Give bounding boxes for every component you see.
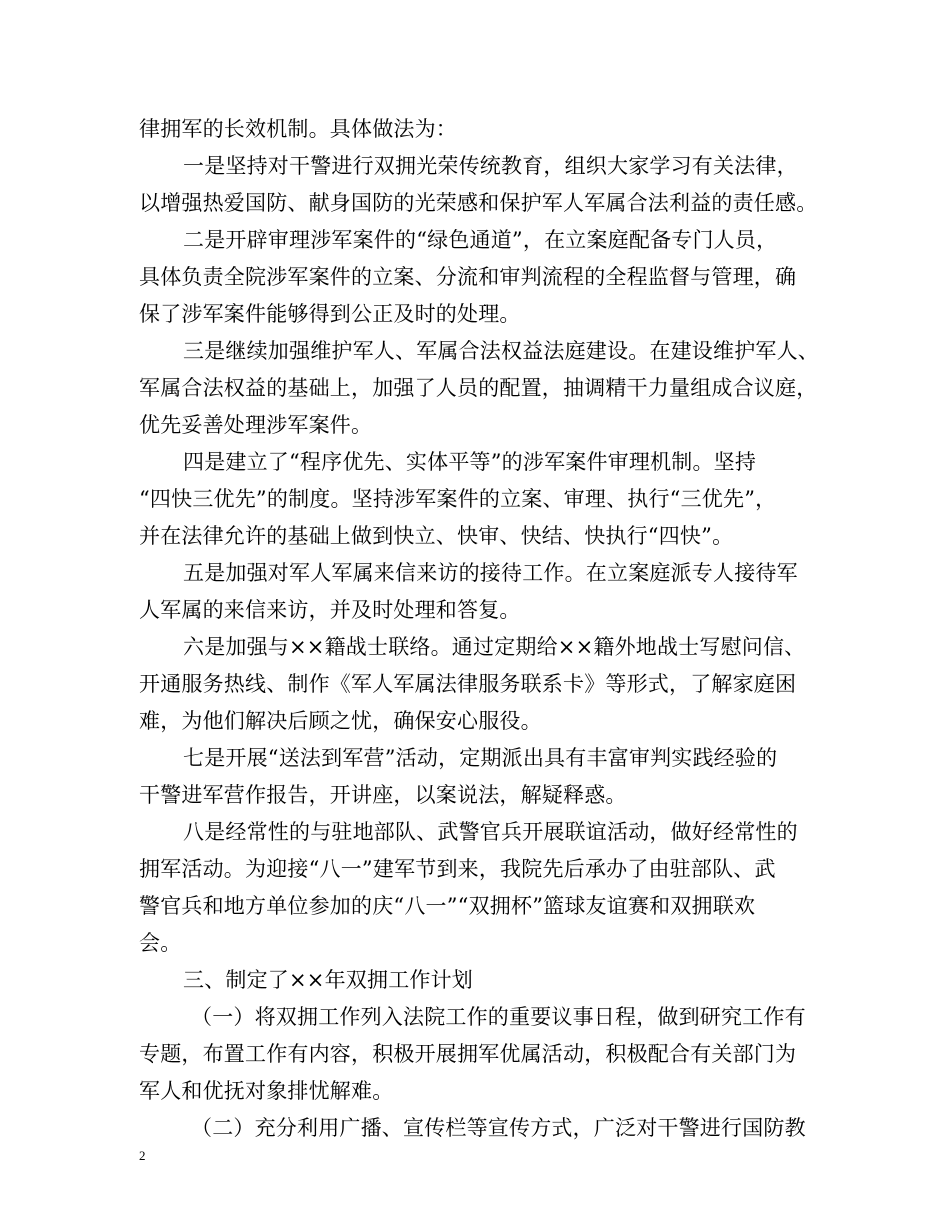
text-line: 开通服务热线、制作《军人军属法律服务联系卡》等形式，了解家庭困 [139,672,797,696]
text-line: 优先妥善处理涉军案件。 [139,413,373,437]
text-line: 以增强热爱国防、献身国防的光荣感和保护军人军属合法利益的责任感。 [139,191,818,215]
text-line: 六是加强与××籍战士联络。通过定期给××籍外地战士写慰问信、 [183,635,806,659]
text-line: 具体负责全院涉军案件的立案、分流和审判流程的全程监督与管理，确 [139,265,797,289]
text-line: 警官兵和地方单位参加的庆“八一”“双拥杯”篮球友谊赛和双拥联欢 [139,894,756,918]
text-line: 保了涉军案件能够得到公正及时的处理。 [139,302,521,326]
text-line: 并在法律允许的基础上做到快立、快审、快结、快执行“四快”。 [139,524,734,548]
text-line: “四快三优先”的制度。坚持涉军案件的立案、审理、执行“三优先”， [139,487,777,511]
text-line: 律拥军的长效机制。具体做法为： [139,117,457,141]
text-line: 四是建立了“程序优先、实体平等”的涉军案件审理机制。坚持 [183,450,757,474]
text-line: 军人和优抚对象排忧解难。 [139,1079,394,1103]
text-line: 三是继续加强维护军人、军属合法权益法庭建设。在建设维护军人、 [183,339,819,363]
text-line: 拥军活动。为迎接“八一”建军节到来，我院先后承办了由驻部队、武 [139,857,776,881]
text-line: 五是加强对军人军属来信来访的接待工作。在立案庭派专人接待军 [183,561,798,585]
text-line: 军属合法权益的基础上，加强了人员的配置，抽调精干力量组成合议庭， [139,376,818,400]
text-line: 干警进军营作报告，开讲座，以案说法，解疑释惑。 [139,783,627,807]
text-line: 人军属的来信来访，并及时处理和答复。 [139,598,521,622]
text-line: 专题，布置工作有内容，积极开展拥军优属活动，积极配合有关部门为 [139,1042,797,1066]
text-line: 会。 [139,931,182,955]
page-number: 2 [139,1148,146,1163]
text-line: 七是开展“送法到军营”活动，定期派出具有丰富审判实践经验的 [183,746,778,770]
text-line: 八是经常性的与驻地部队、武警官兵开展联谊活动，做好经常性的 [183,820,798,844]
text-line: 二是开辟审理涉军案件的“绿色通道”，在立案庭配备专门人员， [183,228,778,252]
text-line: 一是坚持对干警进行双拥光荣传统教育，组织大家学习有关法律， [183,154,798,178]
section-heading: 三、制定了××年双拥工作计划 [183,968,473,992]
text-line: （二）充分利用广播、宣传栏等宣传方式，广泛对干警进行国防教 [191,1116,806,1140]
document-body [139,111,829,1147]
text-line: （一）将双拥工作列入法院工作的重要议事日程，做到研究工作有 [191,1005,806,1029]
text-line: 难，为他们解决后顾之忧，确保安心服役。 [139,709,542,733]
